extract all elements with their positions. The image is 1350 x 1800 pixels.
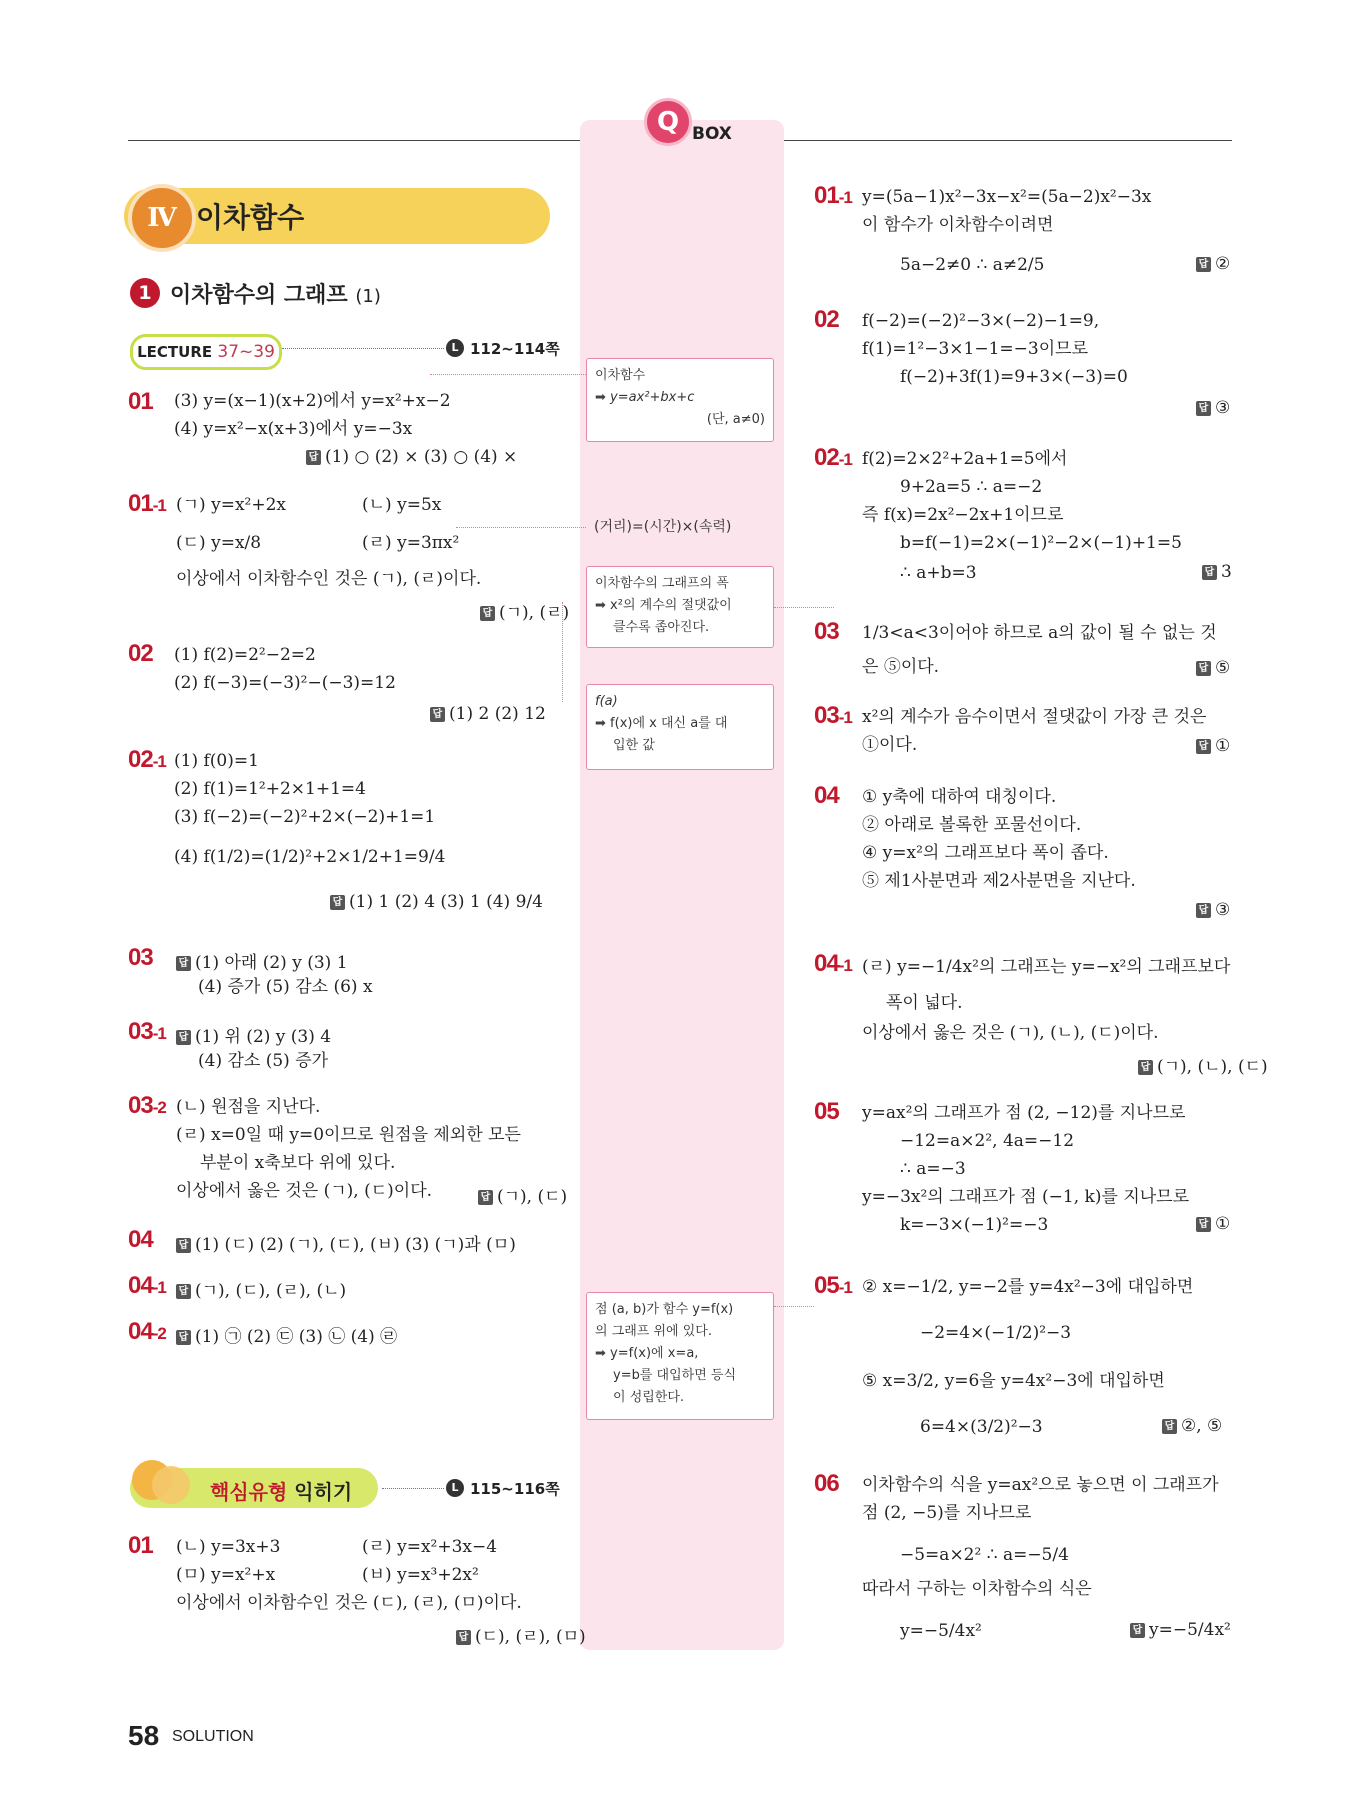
solution-line: 이상에서 이차함수인 것은 (ㄷ), (ㄹ), (ㅁ)이다. — [176, 1593, 522, 1613]
answer: 답 (ㄱ), (ㄷ) — [478, 1182, 567, 1207]
solution-line: y=−5/4x² — [900, 1621, 982, 1641]
solution-line: (ㄹ) y=3πx² — [362, 533, 460, 553]
solution-line: 이차함수의 식을 y=ax²으로 놓으면 이 그래프가 — [862, 1475, 1219, 1495]
solution-line: −5=a×2² ∴ a=−5/4 — [900, 1545, 1069, 1565]
solution-line: (4) y=x²−x(x+3)에서 y=−3x — [174, 419, 413, 439]
answer: 답 ③ — [1196, 398, 1230, 418]
solution-line: 5a−2≠0 ∴ a≠2/5 — [900, 255, 1045, 275]
problem-number: 01 — [128, 1532, 153, 1559]
problem-number: 02-1 — [814, 444, 852, 471]
solution-line: 6=4×(3/2)²−3 — [920, 1417, 1043, 1437]
answer-icon: 답 — [176, 956, 191, 971]
problem-number: 02-1 — [128, 746, 166, 773]
answer: 답 (1) 위 (2) y (3) 4 — [176, 1022, 331, 1047]
solution-line: (ㄷ) y=x/8 — [176, 533, 262, 553]
answer: 답 (1) ○ (2) × (3) ○ (4) × — [306, 447, 517, 467]
note-connector — [774, 607, 834, 608]
answer-icon: 답 — [1196, 739, 1211, 754]
solution-line: (1) f(0)=1 — [174, 751, 259, 771]
note-distance: (거리)=(시간)×(속력) — [594, 519, 732, 535]
solution-line: 부분이 x축보다 위에 있다. — [200, 1153, 396, 1173]
chapter-roman-badge: Ⅳ — [128, 184, 196, 252]
problem-number: 02 — [814, 306, 839, 333]
problem-number: 04-1 — [128, 1272, 166, 1299]
answer: 답 (ㄱ), (ㄴ), (ㄷ) — [1138, 1052, 1268, 1077]
core-l-icon: L — [446, 1479, 464, 1497]
problem-number: 04-1 — [814, 950, 852, 977]
arrow-icon: ➡ — [595, 1346, 606, 1361]
problem-number: 05 — [814, 1098, 839, 1125]
solution-line: (ㄹ) y=−1/4x²의 그래프는 y=−x²의 그래프보다 — [862, 957, 1231, 977]
answer-icon: 답 — [176, 1284, 191, 1299]
problem-number: 01-1 — [128, 490, 166, 517]
solution-line: ⑤ x=3/2, y=6을 y=4x²−3에 대입하면 — [862, 1371, 1165, 1391]
solution-line: −2=4×(−1/2)²−3 — [920, 1323, 1072, 1343]
solution-line: (3) y=(x−1)(x+2)에서 y=x²+x−2 — [174, 391, 451, 411]
note-connector — [456, 527, 586, 528]
lecture-l-icon: L — [446, 339, 464, 357]
solution-line: ①이다. — [862, 735, 918, 755]
section-number: 1 — [130, 278, 160, 308]
answer: 답 ②, ⑤ — [1162, 1416, 1222, 1436]
core-pages: 115~116쪽 — [470, 1480, 560, 1498]
solution-line: 은 ⑤이다. — [862, 657, 940, 677]
answer: 답 ② — [1196, 254, 1230, 274]
note-quadratic: 이차함수 ➡ y=ax²+bx+c (단, a≠0) — [586, 358, 774, 442]
answer-icon: 답 — [176, 1330, 191, 1345]
problem-number: 03 — [814, 618, 839, 645]
core-leader — [382, 1488, 444, 1489]
answer: 답 ③ — [1196, 900, 1230, 920]
solution-line: ⑤ 제1사분면과 제2사분면을 지난다. — [862, 871, 1136, 891]
answer: 답 ⑤ — [1196, 658, 1230, 678]
note-connector — [562, 602, 563, 702]
answer: 답 (1) ㉠ (2) ㉢ (3) ㉡ (4) ㉣ — [176, 1322, 397, 1347]
solution-line: (4) 증가 (5) 감소 (6) x — [198, 977, 373, 997]
footer-label: SOLUTION — [172, 1728, 254, 1745]
solution-line: y=ax²의 그래프가 점 (2, −12)를 지나므로 — [862, 1103, 1186, 1123]
solution-line: 9+2a=5 ∴ a=−2 — [900, 477, 1043, 497]
solution-line: (ㄹ) x=0일 때 y=0이므로 원점을 제외한 모든 — [176, 1125, 521, 1145]
answer: 답 (ㄱ), (ㄹ) — [480, 598, 569, 623]
solution-line: ∴ a=−3 — [900, 1159, 966, 1179]
solution-line: 점 (2, −5)를 지나므로 — [862, 1503, 1032, 1523]
solution-line: (4) f(1/2)=(1/2)²+2×1/2+1=9/4 — [174, 847, 446, 867]
note-connector — [774, 1306, 814, 1307]
qbox-badge: Q — [644, 98, 692, 146]
problem-number: 03-2 — [128, 1092, 166, 1119]
solution-line: (2) f(−3)=(−3)²−(−3)=12 — [174, 673, 396, 693]
solution-line: ② x=−1/2, y=−2를 y=4x²−3에 대입하면 — [862, 1277, 1194, 1297]
solution-line: ② 아래로 볼록한 포물선이다. — [862, 815, 1082, 835]
problem-number: 04 — [814, 782, 839, 809]
arrow-icon: ➡ — [595, 390, 606, 405]
solution-line: k=−3×(−1)²=−3 — [900, 1215, 1049, 1235]
lecture-pages: 112~114쪽 — [470, 340, 560, 358]
solution-line: (3) f(−2)=(−2)²+2×(−2)+1=1 — [174, 807, 436, 827]
answer: 답 ① — [1196, 736, 1230, 756]
answer: 답 (ㄱ), (ㄷ), (ㄹ), (ㄴ) — [176, 1276, 346, 1301]
problem-number: 03-1 — [128, 1018, 166, 1045]
solution-line: 따라서 구하는 이차함수의 식은 — [862, 1579, 1092, 1599]
solution-line: y=−3x²의 그래프가 점 (−1, k)를 지나므로 — [862, 1187, 1190, 1207]
core-decoration — [152, 1466, 190, 1504]
problem-number: 03 — [128, 944, 153, 971]
solution-line: 이상에서 옳은 것은 (ㄱ), (ㄴ), (ㄷ)이다. — [862, 1023, 1159, 1043]
solution-line: (ㅁ) y=x²+x — [176, 1565, 276, 1585]
answer: 답 (1) 2 (2) 12 — [430, 704, 546, 724]
page-number: 58 — [128, 1720, 160, 1751]
solution-line: (ㄴ) 원점을 지난다. — [176, 1097, 321, 1117]
answer: 답 y=−5/4x² — [1130, 1620, 1231, 1640]
solution-line: ① y축에 대하여 대칭이다. — [862, 787, 1057, 807]
problem-number: 03-1 — [814, 702, 852, 729]
solution-line: f(2)=2×2²+2a+1=5에서 — [862, 449, 1068, 469]
solution-line: 폭이 넓다. — [886, 993, 963, 1013]
solution-line: 이상에서 옳은 것은 (ㄱ), (ㄷ)이다. — [176, 1181, 433, 1201]
note-connector — [430, 374, 586, 375]
answer-icon: 답 — [1138, 1060, 1153, 1075]
arrow-icon: ➡ — [595, 716, 606, 731]
answer-icon: 답 — [1196, 1217, 1211, 1232]
answer-icon: 답 — [1196, 661, 1211, 676]
solution-line: (2) f(1)=1²+2×1+1=4 — [174, 779, 366, 799]
problem-number: 01-1 — [814, 182, 852, 209]
solution-line: 이상에서 이차함수인 것은 (ㄱ), (ㄹ)이다. — [176, 569, 482, 589]
answer: 답 (ㄷ), (ㄹ), (ㅁ) — [456, 1622, 586, 1647]
answer-icon: 답 — [1130, 1623, 1145, 1638]
lecture-leader — [282, 348, 444, 349]
solution-line: x²의 계수가 음수이면서 절댓값이 가장 큰 것은 — [862, 707, 1207, 727]
solution-line: (ㄴ) y=3x+3 — [176, 1537, 281, 1557]
arrow-icon: ➡ — [595, 598, 606, 613]
answer-icon: 답 — [1196, 401, 1211, 416]
solution-line: (ㄱ) y=x²+2x — [176, 495, 286, 515]
problem-number: 02 — [128, 640, 153, 667]
answer-icon: 답 — [480, 606, 495, 621]
solution-line: f(−2)+3f(1)=9+3×(−3)=0 — [900, 367, 1128, 387]
answer-icon: 답 — [306, 450, 321, 465]
problem-number: 06 — [814, 1470, 839, 1497]
chapter-title: 이차함수 — [196, 201, 305, 234]
section-title: 이차함수의 그래프 (1) — [170, 283, 381, 308]
problem-number: 01 — [128, 388, 153, 415]
solution-line: −12=a×2², 4a=−12 — [900, 1131, 1075, 1151]
answer: 답 (1) 아래 (2) y (3) 1 — [176, 948, 348, 973]
solution-line: b=f(−1)=2×(−1)²−2×(−1)+1=5 — [900, 533, 1182, 553]
answer: 답 ① — [1196, 1214, 1230, 1234]
core-title: 핵심유형 익히기 — [210, 1480, 353, 1504]
answer-icon: 답 — [330, 895, 345, 910]
answer-icon: 답 — [1196, 903, 1211, 918]
note-fa: f(a) ➡ f(x)에 x 대신 a를 대 입한 값 — [586, 684, 774, 770]
qbox-label: BOX — [692, 124, 732, 144]
answer-icon: 답 — [176, 1030, 191, 1045]
solution-line: (ㅂ) y=x³+2x² — [362, 1565, 479, 1585]
note-point-on-graph: 점 (a, b)가 함수 y=f(x) 의 그래프 위에 있다. ➡ y=f(x)에 x=a, y=b를 대입하면 등식 이 성립한다. — [586, 1292, 774, 1420]
answer: 답 (1) 1 (2) 4 (3) 1 (4) 9/4 — [330, 892, 543, 912]
solution-line: (ㄴ) y=5x — [362, 495, 442, 515]
solution-line: ④ y=x²의 그래프보다 폭이 좁다. — [862, 843, 1109, 863]
solution-line: (1) f(2)=2²−2=2 — [174, 645, 316, 665]
answer-icon: 답 — [1162, 1419, 1177, 1434]
problem-number: 05-1 — [814, 1272, 852, 1299]
answer-icon: 답 — [1196, 257, 1211, 272]
solution-line: 1/3<a<3이어야 하므로 a의 값이 될 수 없는 것 — [862, 623, 1217, 643]
solution-line: f(1)=1²−3×1−1=−3이므로 — [862, 339, 1088, 359]
answer: 답 3 — [1202, 562, 1232, 582]
lecture-badge: LECTURE 37~39 — [130, 334, 282, 370]
problem-number: 04 — [128, 1226, 153, 1253]
answer-icon: 답 — [478, 1190, 493, 1205]
answer-icon: 답 — [176, 1238, 191, 1253]
answer-icon: 답 — [1202, 565, 1217, 580]
solution-line: (ㄹ) y=x²+3x−4 — [362, 1537, 498, 1557]
problem-number: 04-2 — [128, 1318, 166, 1345]
solution-line: f(−2)=(−2)²−3×(−2)−1=9, — [862, 311, 1100, 331]
solution-line: ∴ a+b=3 — [900, 563, 977, 583]
note-graph-width: 이차함수의 그래프의 폭 ➡ x²의 계수의 절댓값이 클수록 좁아진다. — [586, 566, 774, 648]
answer-icon: 답 — [430, 707, 445, 722]
qbox-column — [580, 120, 784, 1650]
solution-line: (4) 감소 (5) 증가 — [198, 1051, 329, 1071]
solution-line: y=(5a−1)x²−3x−x²=(5a−2)x²−3x — [862, 187, 1152, 207]
answer-icon: 답 — [456, 1630, 471, 1645]
solution-line: 즉 f(x)=2x²−2x+1이므로 — [862, 505, 1064, 525]
solution-line: 이 함수가 이차함수이려면 — [862, 215, 1054, 235]
answer: 답 (1) (ㄷ) (2) (ㄱ), (ㄷ), (ㅂ) (3) (ㄱ)과 (ㅁ) — [176, 1230, 516, 1255]
